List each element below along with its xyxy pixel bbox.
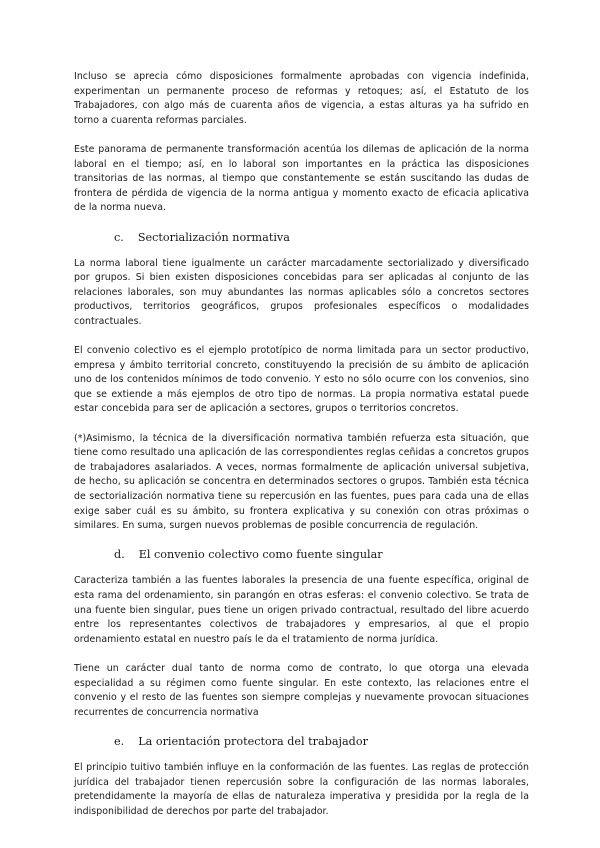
paragraph: Tiene un carácter dual tanto de norma como de contrato, lo que otorga una elevada especialidad a su régimen como fuente singular. En este contexto, las relaciones entre el convenio y el resto de las fuentes son siempre complejas y nuevamente provocan situaciones recurrentes de concurrencia normativa: [74, 662, 529, 718]
paragraph: (*)Asimismo, la técnica de la diversificación normativa también refuerza esta situación, que tiene como resultado una aplicación de las correspondientes reglas ceñidas a concretos grupos de trabajadores asalariados. A veces, normas formalmente de aplicación universal subjetiva, de hecho, su aplicación se concentra en determinados sectores o grupos. También esta técnica de sectorialización normativa tiene su repercusión en las fuentes, pues para cada una de ellas exige saber cuál es su ámbito, su frontera explicativa y su conexión con otras próximas o similares. En suma, surgen nuevos problemas de posible concurrencia de regulación.: [74, 432, 529, 532]
document-body: [74, 70, 529, 834]
paragraph: El convenio colectivo es el ejemplo prototípico de norma limitada para un sector productivo, empresa y ámbito territorial concreto, constituyendo la precisión de su ámbito de aplicación uno de los contenidos mínimos de todo convenio. Y esto no sólo ocurre con los convenios, sino que se extiende a más ejemplos de otro tipo de normas. La propia normativa estatal puede estar concebida para ser de aplicación a sectores, grupos o territorios concretos.: [74, 345, 529, 415]
section-title: El convenio colectivo como fuente singular: [138, 548, 383, 562]
paragraph: La norma laboral tiene igualmente un carácter marcadamente sectorializado y diversificado por grupos. Si bien existen disposiciones concebidas para ser aplicadas al conjunto de las relaciones laborales, son muy abundantes las normas aplicables sólo a concretos sectores productivos, territorios geográficos, grupos profesionales específicos o modalidades contractuales.: [74, 257, 529, 327]
paragraph: Incluso se aprecia cómo disposiciones formalmente aprobadas con vigencia indefinida, experimentan un permanente proceso de reformas y retoques; así, el Estatuto de los Trabajadores, con algo más de cuarenta años de vigencia, a estas alturas ya ha sufrido en torno a cuarenta reformas parciales.: [74, 71, 529, 126]
section-letter: d.: [114, 548, 125, 562]
paragraph: El principio tuitivo también influye en la conformación de las fuentes. Las reglas de protección jurídica del trabajador tienen repercusión sobre la configuración de las normas laborales, pretendidamente la mayoría de ellas de naturaleza imperativa y presidida por la regla de la indisponibilidad de derechos por parte del trabajador.: [74, 761, 529, 817]
section-heading-d: [74, 548, 529, 561]
section-title: La orientación protectora del trabajador: [138, 734, 368, 748]
section-letter: c.: [114, 230, 124, 244]
section-heading-e: [74, 735, 529, 748]
section-title: Sectorialización normativa: [137, 230, 290, 244]
paragraph: Este panorama de permanente transformación acentúa los dilemas de aplicación de la norma laboral en el tiempo; así, en lo laboral son importantes en la práctica las disposiciones transitorias de las normas, al tiempo que constantemente se están suscitando las dudas de frontera de pérdida de vigencia de la norma antigua y momento exacto de eficacia aplicativa de la norma nueva.: [74, 143, 529, 214]
paragraph: Caracteriza también a las fuentes laborales la presencia de una fuente específica, original de esta rama del ordenamiento, sin parangón en otras esferas: el convenio colectivo. Se trata de una fuente bien singular, pues tiene un origen privado contractual, resultado del libre acuerdo entre los representantes colectivos de trabajadores y empresarios, al que el propio ordenamiento estatal en nuestro país le da el tratamiento de norma jurídica.: [74, 575, 529, 645]
section-heading-c: [74, 231, 529, 244]
section-letter: e.: [114, 734, 125, 748]
